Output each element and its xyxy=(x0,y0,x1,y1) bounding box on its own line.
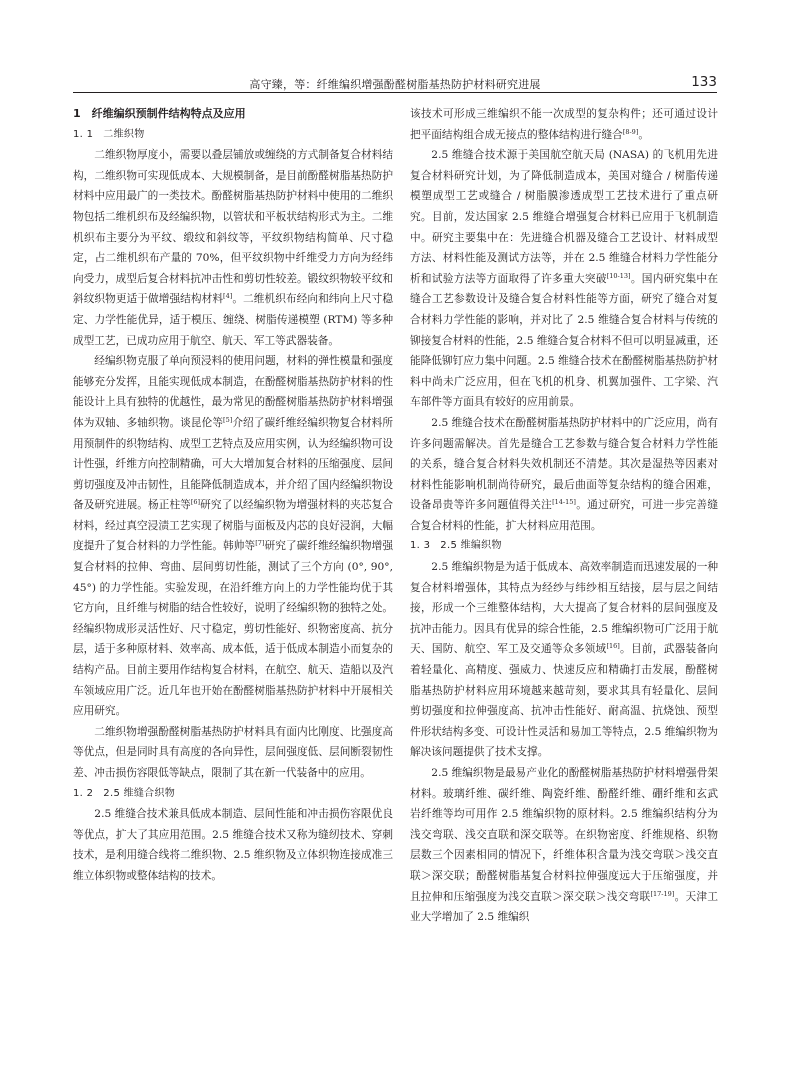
section-1-heading: 1 纤维编织预制件结构特点及应用 xyxy=(73,107,246,120)
paragraph xyxy=(410,104,718,145)
text: 介绍了碳纤维经编织物复合材料所用预制件的织物结构、成型工艺特点及应用实例，认为经编织物可设计性强，纤维方向控制精确，可大大增加复合材料的压缩强度、层间剪切强度及冲击韧性，且能降低制造成本，并介绍了国内经编织物设备及研究进展。杨正柱等 xyxy=(73,415,394,512)
subsection-1-3-heading xyxy=(410,536,718,557)
paragraph xyxy=(73,351,393,722)
text: 。二维机织布经向和纬向上尺寸稳定、力学性能优异，适于模压、缠绕、树脂传递模塑 (RTM) 等多种成型工艺，已成功应用于航空、航天、军工等武器装备。 xyxy=(73,292,394,347)
citation: [17-19] xyxy=(650,889,675,898)
left-column xyxy=(73,104,393,887)
text: 二维织物厚度小，需要以叠层铺放或缠绕的方式制备复合材料结构，二维织物可实现低成本、大规模制备，是目前酚醛树脂基热防护材料中应用最广的一类技术。酚醛树脂基热防护材料中使用的二维织物包括二维机织布及经编织物，以管状和平板状结构形式为主。二维机织布主要分为平纹、缎纹和斜纹等，平纹织物结构简单、尺寸稳定，占二维机织布产量的 70%，但平纹织物中纤维受力方向为经纬向受力，成型后复合材料抗冲击性和剪切性较差。锻纹织物较平纹和斜纹织物更适于做增强结构材料 xyxy=(73,148,393,306)
subsection-1-1-heading xyxy=(73,125,393,146)
right-column xyxy=(410,104,718,928)
subsection-number: 1. 3 xyxy=(410,540,431,552)
text: 2.5 维编织物是最易产业化的酚醛树脂基热防护材料增强骨架材料。玻璃纤维、碳纤维、陶瓷纤维、酚醛纤维、硼纤维和玄武岩纤维等均可用作 2.5 维编织物的原材料。2.5 维编织结构分为浅交弯联、浅交直联和深交联等。在织物密度、纤维规格、织物层数三个因素相同的情况下，纤维体积含量为浅交弯联＞浅交直联＞深交联；酚醛树脂基复合材料拉伸强度远大于压缩强度，并且拉伸和压缩强度为浅交直联＞深交联＞浅交弯联 xyxy=(410,766,718,903)
page-number: 133 xyxy=(691,74,717,90)
paragraph xyxy=(410,557,718,763)
text: 研究了以经编织物为增强材料的夹芯复合材料，经过真空浸渍工艺实现了树脂与面板及内芯的良好浸润，大幅度提升了复合材料的力学性能。韩帅等 xyxy=(73,498,394,553)
citation: [14-15] xyxy=(552,498,576,507)
text: 。通过研究，可进一步完善缝合复合材料的性能，扩大材料应用范围。 xyxy=(410,498,719,532)
subsection-title: 二维织物 xyxy=(103,128,145,140)
paragraph: 二维织物增强酚醛树脂基热防护材料具有面内比刚度、比强度高等优点，但是同时具有高度的各向异性，层间强度低、层间断裂韧性差、冲击损伤容限低等缺点，限制了其在新一代装备中的应用。 xyxy=(73,724,393,779)
subsection-number: 1. 1 xyxy=(73,128,94,140)
text: 2.5 维编织物是为适于低成本、高效率制造而迅速发展的一种复合材料增强体，其特点为经纱与纬纱相互结接，层与层之间结接，形成一个三维整体结构，大大提高了复合材料的层间强度及抗冲击能力。因具有优异的综合性能，2.5 维编织物可广泛用于航天、国防、航空、军工及交通等众多领域 xyxy=(410,560,718,656)
text: 。目前，武器装备向着轻量化、高精度、强威力、快速反应和精确打击发展，酚醛树脂基热防护材料应用环境越来越苛刻，要求其具有轻量化、层间剪切强度和拉伸强度高、抗冲击性能好、耐高温、抗烧蚀、预型件形状结构多变、可设计性灵活和易加工等特点，2.5 维编织物为解决该问题提供了技术支撑。 xyxy=(410,642,719,759)
text: 研究了碳纤维经编织物增强复合材料的拉伸、弯曲、层间剪切性能，测试了三个方向 (0°, 90°, 45°) 的力学性能。实验发现，在沿纤维方向上的力学性能均优于其它方向，且纤维与树脂的结合性较好，说明了经编织物的独特之处。经编织物成形灵活性好、尺寸稳定，剪切性能好、织物密度高、抗分层，适于多种原材料、效率高、成本低，适于低成本制造小而复杂的结构产品。目前主要用作结构复合材料，在航空、航天、造船以及汽车领域应用广泛。近几年也开始在酚醛树脂基热防护材料中开展相关应用研究。 xyxy=(73,539,394,718)
paragraph xyxy=(73,145,393,351)
text: 2.5 维缝合技术源于美国航空航天局 (NASA) 的飞机用先进复合材料研究计划，为了降低制造成本，美国对缝合 / 树脂传递模塑成型工艺或缝合 / 树脂膜渗透成型工艺技术进行了重点研究。目前，发达国家 2.5 维缝合增强复合材料已应用于飞机制造中。研究主要集中在：先进缝合机器及缝合工艺设计、材料成型方法、材料性能及测试方法等，并在 2.5 维缝合材料力学性能分析和试验方法等方面取得了许多重大突破 xyxy=(410,148,718,285)
citation: [4] xyxy=(223,292,233,301)
text: 。 xyxy=(638,127,649,141)
citation: [16] xyxy=(606,642,620,651)
subsection-title: 2.5 维编织物 xyxy=(440,540,502,552)
text: 该技术可形成三维编织不能一次成型的复杂构件；还可通过设计把平面结构组合成无接点的整体结构进行缝合 xyxy=(410,107,718,141)
paragraph xyxy=(410,763,718,928)
text: 2.5 维缝合技术在酚醛树脂基热防护材料中的广泛应用，尚有许多问题需解决。首先是缝合工艺参数与缝合复合材料力学性能的关系，缝合复合材料失效机制还不清楚。其次是湿热等因素对材料性能影响机制尚待研究，最后曲面等复杂结构的缝合困难，设备昂贵等许多问题值得关注 xyxy=(410,415,718,512)
subsection-1-2-heading xyxy=(73,784,393,805)
running-header xyxy=(73,66,717,93)
text: 经编织物克服了单向预浸料的使用问题，材料的弹性模量和强度能够充分发挥，且能实现低成本制造，在酚醛树脂基热防护材料的性能设计上具有独特的优越性，最为常见的酚醛树脂基热防护材料增强体为双轴、多轴织物。谈昆伦等 xyxy=(73,354,393,429)
citation: [10-13] xyxy=(606,271,631,280)
paragraph xyxy=(410,145,718,413)
running-title: 高守臻，等：纤维编织增强酚醛树脂基热防护材料研究进展 xyxy=(249,78,541,91)
subsection-title: 2.5 维缝合织物 xyxy=(103,787,176,799)
paragraph xyxy=(410,413,718,537)
citation: [8-9] xyxy=(622,127,639,136)
text: 。天津工业大学增加了 2.5 维编织 xyxy=(410,889,719,924)
citation: [7] xyxy=(255,539,265,548)
citation: [5] xyxy=(223,415,233,424)
subsection-number: 1. 2 xyxy=(73,787,94,799)
paragraph: 2.5 维缝合技术兼具低成本制造、层间性能和冲击损伤容限优良等优点，扩大了其应用范围。2.5 维缝合技术又称为缝纫技术、穿刺技术，是利用缝合线将二维织物、2.5 维织物及立体织物连接成准三维立体织物或整体结构的技术。 xyxy=(73,807,393,882)
text: 。国内研究集中在缝合工艺参数设计及缝合复合材料性能等方面，研究了缝合对复合材料力学性能的影响，并对比了 2.5 维缝合复合材料与传统的铆接复合材料的性能，2.5 维缝合复合材料不但可以明显减重，还能降低铆钉应力集中问题。2.5 维缝合技术在酚醛树脂基热防护材料中尚未广泛应用，但在飞机的机身、机翼加强件、工字梁、汽车部件等方面具有较好的应用前景。 xyxy=(410,271,719,409)
citation: [6] xyxy=(190,498,201,507)
